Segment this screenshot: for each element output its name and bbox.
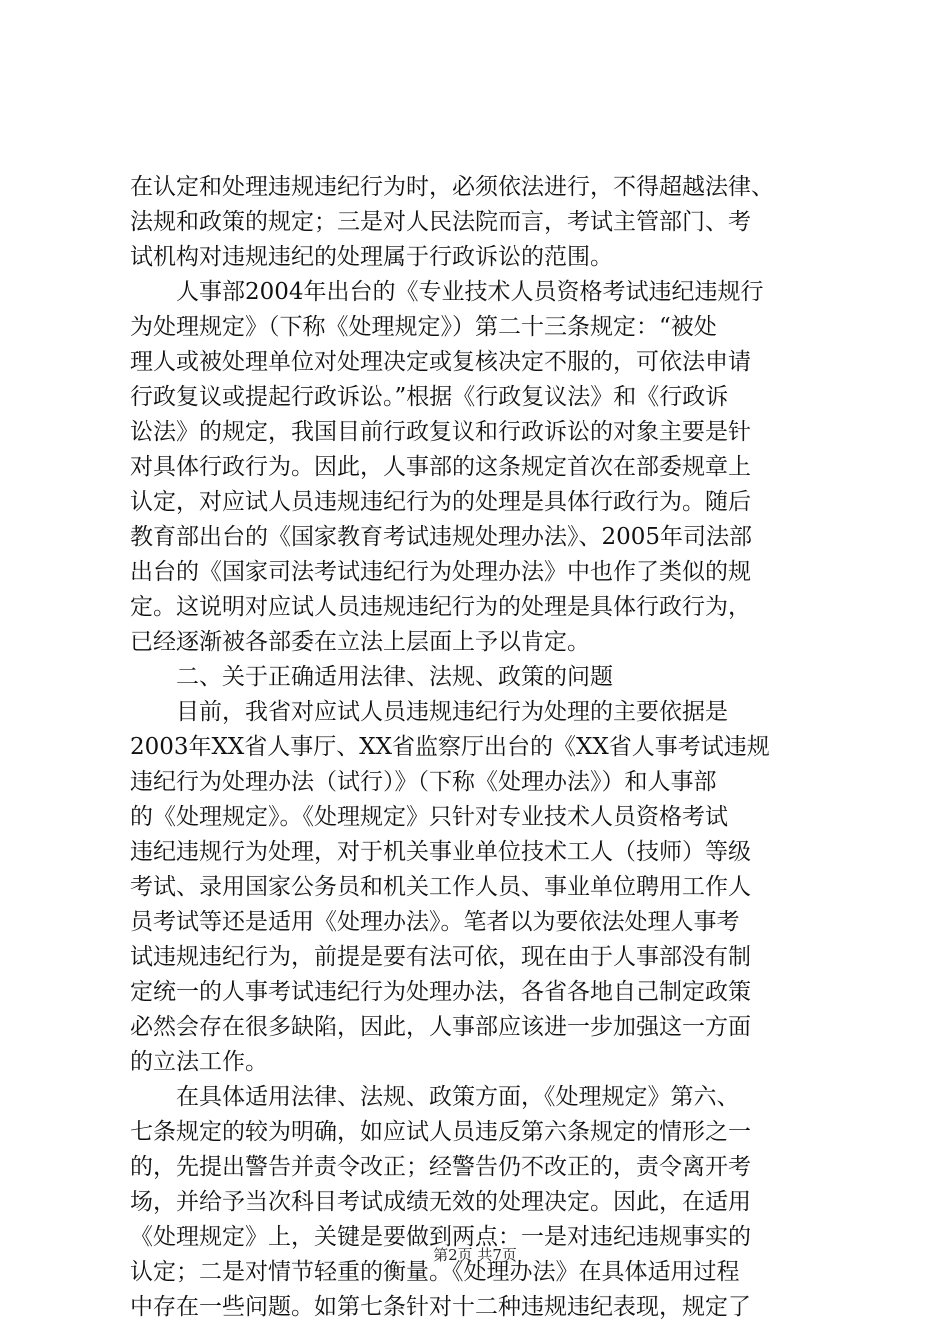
text-line: 七条规定的较为明确，如应试人员违反第六条规定的情形之一 [130, 1119, 751, 1145]
text-line: 试违规违纪行为，前提是要有法可依，现在由于人事部没有制 [130, 944, 751, 970]
text-line: 的《处理规定》。《处理规定》只针对专业技术人员资格考试 [130, 804, 728, 830]
text-line: 目前，我省对应试人员违规违纪行为处理的主要依据是 [130, 699, 728, 725]
text-line: 必然会存在很多缺陷，因此，人事部应该进一步加强这一方面 [130, 1014, 751, 1040]
text-line: 在认定和处理违规违纪行为时，必须依法进行，不得超越法律、 [130, 174, 774, 200]
text-line: 行政复议或提起行政诉讼。”根据《行政复议法》和《行政诉 [130, 384, 729, 410]
text-line: 认定；二是对情节轻重的衡量。《处理办法》在具体适用过程 [130, 1259, 740, 1285]
text-line: 二、关于正确适用法律、法规、政策的问题 [130, 664, 613, 690]
text-line: 定。这说明对应试人员违规违纪行为的处理是具体行政行为， [130, 594, 751, 620]
text-line: 出台的《国家司法考试违纪行为处理办法》中也作了类似的规 [130, 559, 751, 585]
text-line: 为处理规定》（下称《处理规定》）第二十三条规定：“被处 [130, 314, 717, 340]
text-line: 中存在一些问题。如第七条针对十二种违规违纪表现，规定了 [130, 1294, 751, 1320]
text-line: 人事部2004年出台的《专业技术人员资格考试违纪违规行 [130, 279, 764, 305]
text-line: 教育部出台的《国家教育考试违规处理办法》、2005年司法部 [130, 524, 753, 550]
text-line: 法规和政策的规定；三是对人民法院而言，考试主管部门、考 [130, 209, 751, 235]
text-line: 场，并给予当次科目考试成绩无效的处理决定。因此，在适用 [130, 1189, 751, 1215]
text-line: 员考试等还是适用《处理办法》。笔者以为要依法处理人事考 [130, 909, 740, 935]
text-line: 在具体适用法律、法规、政策方面，《处理规定》第六、 [130, 1084, 740, 1110]
text-line: 违纪违规行为处理，对于机关事业单位技术工人（技师）等级 [130, 839, 751, 865]
text-line: 《处理规定》上，关键是要做到两点：一是对违纪违规事实的 [130, 1224, 751, 1250]
text-line: 已经逐渐被各部委在立法上层面上予以肯定。 [130, 629, 590, 655]
text-line: 2003年XX省人事厅、XX省监察厅出台的《XX省人事考试违规 [130, 734, 770, 760]
text-line: 对具体行政行为。因此，人事部的这条规定首次在部委规章上 [130, 454, 751, 480]
text-line: 试机构对违规违纪的处理属于行政诉讼的范围。 [130, 244, 613, 270]
document-body [130, 170, 830, 1325]
page-footer: 第2页 共7页 [433, 1246, 517, 1264]
text-line: 考试、录用国家公务员和机关工作人员、事业单位聘用工作人 [130, 874, 751, 900]
text-line: 的，先提出警告并责令改正；经警告仍不改正的，责令离开考 [130, 1154, 751, 1180]
text-line: 定统一的人事考试违纪行为处理办法，各省各地自己制定政策 [130, 979, 751, 1005]
text-line: 理人或被处理单位对处理决定或复核决定不服的，可依法申请 [130, 349, 751, 375]
text-line: 讼法》的规定，我国目前行政复议和行政诉讼的对象主要是针 [130, 419, 751, 445]
text-line: 认定，对应试人员违规违纪行为的处理是具体行政行为。随后 [130, 489, 751, 515]
text-line: 违纪行为处理办法（试行）》（下称《处理办法》）和人事部 [130, 769, 717, 795]
text-line: 的立法工作。 [130, 1049, 268, 1075]
